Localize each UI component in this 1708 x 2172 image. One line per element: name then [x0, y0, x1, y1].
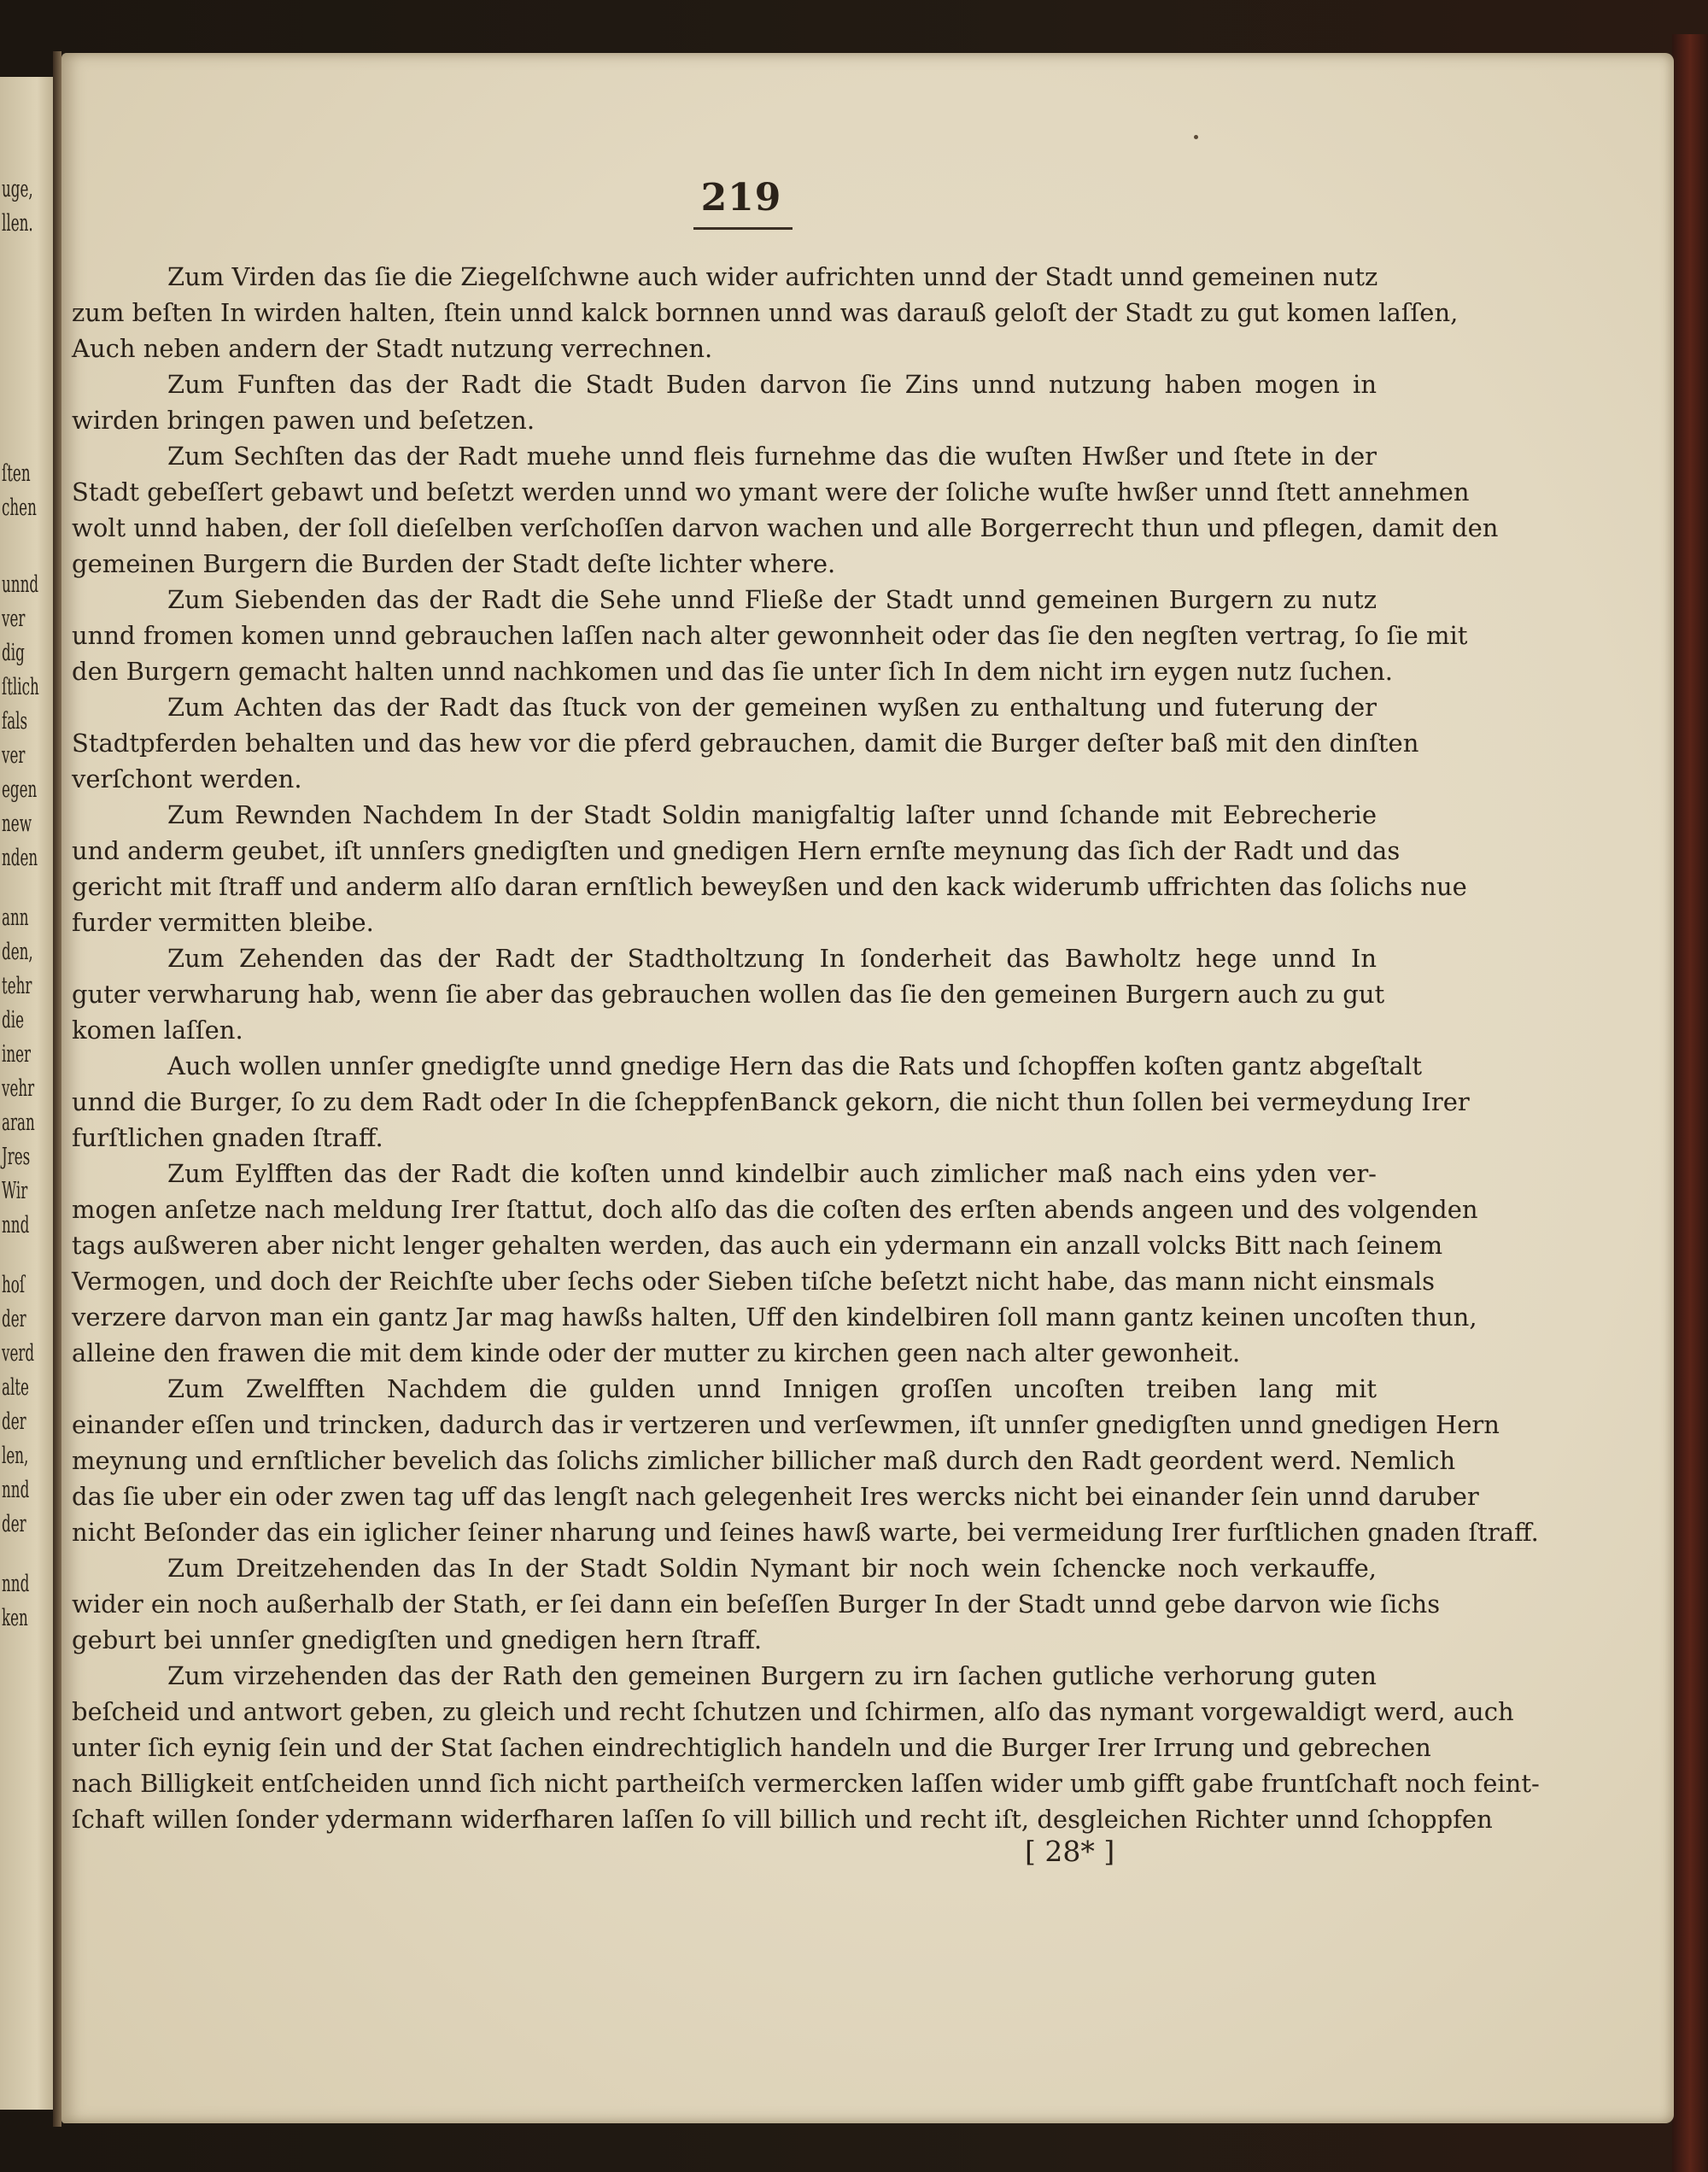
margin-fragment: nnd [2, 1571, 30, 1597]
margin-fragment: der [2, 1511, 26, 1537]
text-line: Stadt gebeſſert gebawt und beſetzt werden unnd wo ymant were der ſoliche wuſte hwßer unnd ſtett annehmen [72, 477, 1470, 506]
text-line: gemeinen Burgern die Burden der Stadt deſte lichter where. [72, 549, 836, 578]
margin-fragment: unnd [2, 571, 39, 598]
text-line: wider ein noch außerhalb der Stath, er ſei dann ein beſeſſen Burger In der Stadt unnd gebe darvon wie ſichs [72, 1589, 1441, 1619]
text-line: meynung und ernſtlicher bevelich das ſolichs zimlicher billicher maß durch den Radt geordent werd. Nemlich [72, 1446, 1456, 1475]
text-line: Zum Virden das ſie die Ziegelſchwne auch wider aufrichten unnd der Stadt unnd gemeinen nutz [167, 262, 1378, 291]
text-line: das ſie uber ein oder zwen tag uff das lengſt nach gelegenheit Ires wercks nicht bei einander ſein unnd daruber [72, 1482, 1479, 1511]
text-line: furder vermitten bleibe. [72, 908, 374, 937]
text-line: unter ſich eynig ſein und der Stat ſachen eindrechtiglich handeln und die Burger Irer Irrung und gebrechen [72, 1733, 1431, 1762]
text-line: verzere darvon man ein gantz Jar mag hawßs halten, Uff den kindelbiren ſoll mann gantz keinen uncoſten thun, [72, 1303, 1477, 1332]
margin-fragment: new [2, 811, 32, 837]
text-line: Vermogen, und doch der Reichſte uber ſechs oder Sieben tiſche beſetzt nicht habe, das mann nicht einsmals [72, 1267, 1436, 1296]
margin-fragment: iner [2, 1041, 32, 1068]
text-line: unnd fromen komen unnd gebrauchen laſſen nach alter gewonnheit oder das ſie den negſten vertrag, ſo ſie mit [72, 621, 1468, 650]
text-line: Zum Zehenden das der Radt der Stadtholtzung In ſonderheit das Bawholtz hege unnd In [167, 944, 1377, 973]
text-line: nicht Beſonder das ein iglicher ſeiner nharung und ſeines hawß warte, bei vermeidung Irer furſtlichen gnaden ſtraff. [72, 1518, 1539, 1547]
margin-fragment: den, [2, 939, 33, 965]
text-line: wolt unnd haben, der ſoll dieſelben verſchoſſen darvon wachen und alle Borgerrecht thun und pflegen, damit den [72, 513, 1499, 542]
book-cover-edge [1672, 34, 1708, 2172]
main-text [72, 259, 1540, 1837]
margin-fragment: ver [2, 606, 26, 632]
text-line: furſtlichen gnaden ſtraff. [72, 1123, 383, 1152]
margin-fragment: der [2, 1408, 26, 1435]
text-line: guter verwharung hab, wenn ſie aber das gebrauchen wollen das ſie den gemeinen Burgern auch zu gut [72, 980, 1385, 1009]
margin-fragment: ſtlich [2, 674, 39, 700]
text-line: verſchont werden. [72, 764, 302, 793]
margin-fragment: alte [2, 1374, 29, 1401]
margin-fragment: verd [2, 1340, 35, 1367]
text-line: Zum Achten das der Radt das ſtuck von der gemeinen wyßen zu enthaltung und futerung der [167, 693, 1377, 722]
text-line: wirden bringen pawen und beſetzen. [72, 406, 535, 435]
margin-fragment: ver [2, 742, 26, 769]
margin-fragment: Wir [2, 1178, 28, 1204]
text-line: Zum Sechſten das der Radt muehe unnd fleis furnehme das die wuſten Hwßer und ſtete in der [167, 442, 1377, 471]
text-line: komen laſſen. [72, 1016, 243, 1045]
text-line: einander eſſen und trincken, dadurch das ir vertzeren und verſewmen, iſt unnſer gnedigſten unnd gnedigen Hern [72, 1410, 1500, 1439]
text-line: Zum virzehenden das der Rath den gemeinen Burgern zu irn ſachen gutliche verhorung guten [167, 1661, 1377, 1690]
margin-fragment: Jres [2, 1144, 31, 1170]
text-line: Zum Funften das der Radt die Stadt Buden darvon ſie Zins unnd nutzung haben mogen in [167, 370, 1377, 399]
margin-fragment: ſten [2, 460, 31, 487]
book-gutter [53, 51, 61, 2127]
text-line: tags außweren aber nicht lenger gehalten werden, das auch ein ydermann ein anzall volcks Bitt nach ſeinem [72, 1231, 1443, 1260]
margin-fragment: egen [2, 776, 38, 803]
margin-fragment: llen. [2, 210, 33, 237]
margin-fragment: uge, [2, 176, 33, 202]
margin-fragment: vehr [2, 1075, 35, 1102]
text-line: Zum Dreitzehenden das In der Stadt Soldin Nymant bir noch wein ſchencke noch verkauffe, [167, 1554, 1377, 1583]
text-line: gericht mit ſtraff und anderm alſo daran ernſtlich beweyßen und den kack widerumb uffrichten das ſolichs nue [72, 872, 1467, 901]
printer-signature: [ 28* ] [1025, 1835, 1115, 1868]
text-line: und anderm geubet, iſt unnſers gnedigſten und gnedigen Hern ernſte meynung das ſich der Radt und das [72, 836, 1401, 865]
text-line: alleine den frawen die mit dem kinde oder der mutter zu kirchen geen nach alter gewonheit. [72, 1338, 1241, 1367]
margin-fragment: ken [2, 1605, 28, 1631]
margin-fragment: fals [2, 708, 28, 735]
margin-fragment: chen [2, 495, 37, 521]
text-line: Stadtpferden behalten und das hew vor die pferd gebrauchen, damit die Burger deſter baß mit den dinſten [72, 729, 1419, 758]
margin-fragment: nnd [2, 1212, 30, 1238]
margin-fragment: len, [2, 1443, 29, 1469]
previous-page-edge [0, 77, 53, 2110]
text-line: unnd die Burger, ſo zu dem Radt oder In die ſcheppfenBanck gekorn, die nicht thun ſollen bei vermeydung Irer [72, 1087, 1470, 1116]
margin-fragment: dig [2, 640, 25, 666]
page-number: 219 [700, 176, 782, 220]
text-line: Zum Zwelfften Nachdem die gulden unnd Innigen groſſen uncoſten treiben lang mit [167, 1374, 1377, 1403]
margin-fragment: nden [2, 845, 38, 871]
text-line: Auch wollen unnſer gnedigſte unnd gnedige Hern das die Rats und ſchopffen koſten gantz abgeſtalt [167, 1051, 1422, 1080]
margin-fragment: ann [2, 905, 29, 931]
text-line: Zum Siebenden das der Radt die Sehe unnd Fließe der Stadt unnd gemeinen Burgern zu nutz [167, 585, 1377, 614]
text-line: zum beſten In wirden halten, ſtein unnd kalck bornnen unnd was darauß geloſt der Stadt zu gut komen laſſen, [72, 298, 1459, 327]
text-line: den Burgern gemacht halten unnd nachkomen und das ſie unter ſich In dem nicht irn eygen nutz ſuchen. [72, 657, 1394, 686]
text-line: mogen anſetze nach meldung Irer ſtattut, doch alſo das die coſten des erſten abends angeen und des volgenden [72, 1195, 1478, 1224]
margin-fragment: hoſ [2, 1272, 26, 1298]
margin-fragment: nnd [2, 1477, 30, 1503]
text-line: beſcheid und antwort geben, zu gleich und recht ſchutzen und ſchirmen, alſo das nymant vorgewaldigt werd, auch [72, 1697, 1514, 1726]
page-number-rule [693, 227, 793, 230]
margin-fragment: tehr [2, 973, 32, 999]
text-line: geburt bei unnſer gnedigſten und gnedigen hern ſtraff. [72, 1625, 763, 1654]
text-line: ſchaft willen ſonder ydermann widerfharen laſſen ſo vill billich und recht iſt, desgleichen Richter unnd ſchoppfen [72, 1805, 1493, 1834]
margin-fragment: der [2, 1306, 26, 1332]
text-line: Zum Rewnden Nachdem In der Stadt Soldin manigfaltig laſter unnd ſchande mit Eebrecherie [167, 800, 1377, 829]
text-line: Auch neben andern der Stadt nutzung verrechnen. [72, 334, 713, 363]
text-line: Zum Eylfften das der Radt die koſten unnd kindelbir auch zimlicher maß nach eins yden ver- [167, 1159, 1377, 1188]
text-line: nach Billigkeit entſcheiden unnd ſich nicht partheiſch vermercken laſſen wider umb gifft gabe fruntſchaft noch feint- [72, 1769, 1540, 1798]
margin-fragment: die [2, 1007, 24, 1033]
margin-fragment: aran [2, 1109, 35, 1136]
paper-speck [1194, 135, 1198, 139]
